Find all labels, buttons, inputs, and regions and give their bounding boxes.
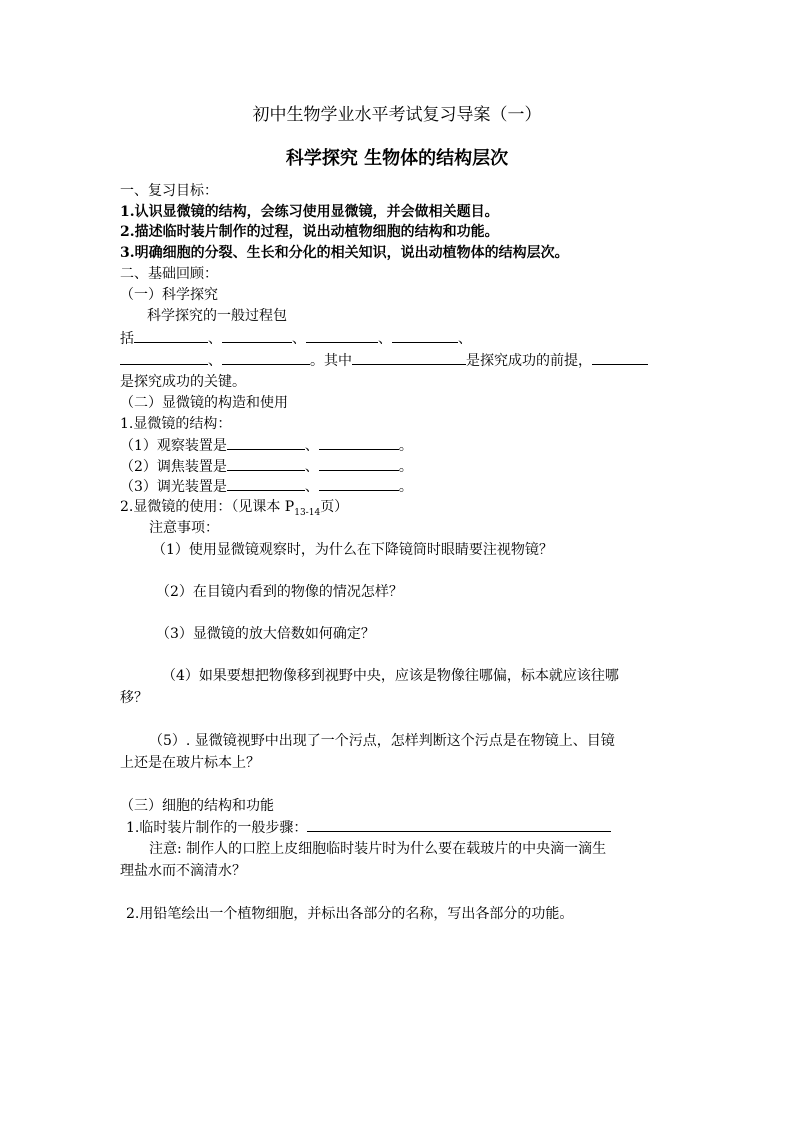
paragraph-text: 科学探究的一般过程包 xyxy=(147,308,287,324)
subsection-heading: （三）细胞的结构和功能 xyxy=(120,798,274,814)
blank-field[interactable] xyxy=(134,328,208,343)
task-text: 2.用铅笔绘出一个植物细胞，并标出各部分的名称，写出各部分的功能。 xyxy=(126,906,574,922)
item-label: （3）调光装置是 xyxy=(120,479,227,495)
fill-line xyxy=(120,328,472,349)
fill-line xyxy=(126,817,611,838)
question-text: （4）如果要想把物像移到视野中央，应该是物像往哪偏，标本就应该往哪 xyxy=(162,668,619,684)
separator: 。 xyxy=(398,479,413,495)
section-heading-review: 二、基础回顾： xyxy=(120,266,218,282)
fill-line xyxy=(120,350,648,371)
separator: 、 xyxy=(304,479,319,495)
item-label: （2）调焦装置是 xyxy=(120,459,227,475)
separator: 、 xyxy=(304,438,319,454)
note-text: 理盐水而不滴清水？ xyxy=(120,863,246,879)
question-text: （5）. 显微镜视野中出现了一个污点，怎样判断这个污点是在物镜上、目镜 xyxy=(149,733,615,749)
document-subtitle: 科学探究 生物体的结构层次 xyxy=(285,148,509,169)
separator: 、 xyxy=(458,331,472,347)
text: 是探究成功的前提， xyxy=(466,353,592,369)
item-label: （1）观察装置是 xyxy=(120,438,227,454)
separator: 、 xyxy=(304,459,319,475)
fill-line xyxy=(120,435,413,456)
fill-line xyxy=(120,456,413,477)
blank-field[interactable] xyxy=(222,328,292,343)
notes-label: 注意事项： xyxy=(149,520,219,536)
blank-field[interactable] xyxy=(227,456,305,471)
section-heading-goals: 一、复习目标： xyxy=(120,183,218,199)
paragraph-text: 1.显微镜的结构： xyxy=(120,416,232,432)
question-text: （1）使用显微镜观察时，为什么在下降镜筒时眼睛要注视物镜？ xyxy=(152,542,553,558)
text: 括 xyxy=(120,331,134,347)
blank-field[interactable] xyxy=(319,456,399,471)
blank-field[interactable] xyxy=(319,476,399,491)
separator: 、 xyxy=(208,331,222,347)
blank-field[interactable] xyxy=(307,817,611,832)
question-text: （2）在目镜内看到的物像的情况怎样？ xyxy=(156,584,403,600)
text: 1.临时装片制作的一般步骤： xyxy=(126,820,308,836)
separator: 、 xyxy=(208,353,222,369)
separator: 、 xyxy=(292,331,306,347)
blank-field[interactable] xyxy=(222,350,310,365)
separator: 。 xyxy=(398,438,413,454)
question-text: 上还是在玻片标本上？ xyxy=(120,755,260,771)
subsection-heading: （一）科学探究 xyxy=(120,287,218,303)
paragraph-text: 是探究成功的关键。 xyxy=(120,374,246,390)
blank-field[interactable] xyxy=(120,350,208,365)
page-range: 13-14 xyxy=(294,507,321,518)
fill-line xyxy=(120,476,413,497)
note-text: 注意: 制作人的口腔上皮细胞临时装片时为什么要在载玻片的中央滴一滴生 xyxy=(149,841,607,857)
separator: 。 xyxy=(398,459,413,475)
blank-field[interactable] xyxy=(352,350,466,365)
blank-field[interactable] xyxy=(319,435,399,450)
blank-field[interactable] xyxy=(592,350,648,365)
text: 2.显微镜的使用：（见课本 P xyxy=(120,499,295,515)
separator: 、 xyxy=(378,331,392,347)
blank-field[interactable] xyxy=(306,328,378,343)
text: 。其中 xyxy=(310,353,352,369)
goal-item: 3.明确细胞的分裂、生长和分化的相关知识，说出动植物体的结构层次。 xyxy=(120,245,569,261)
goal-item: 1.认识显微镜的结构，会练习使用显微镜，并会做相关题目。 xyxy=(120,204,499,220)
question-text: 移？ xyxy=(120,690,148,706)
question-text: （3）显微镜的放大倍数如何确定？ xyxy=(156,626,375,642)
subsection-heading: （二）显微镜的构造和使用 xyxy=(120,395,288,411)
blank-field[interactable] xyxy=(227,476,305,491)
document-title: 初中生物学业水平考试复习导案（一） xyxy=(252,105,542,125)
text: 页） xyxy=(320,499,349,515)
goal-item: 2.描述临时装片制作的过程，说出动植物细胞的结构和功能。 xyxy=(120,224,499,240)
blank-field[interactable] xyxy=(227,435,305,450)
blank-field[interactable] xyxy=(392,328,458,343)
